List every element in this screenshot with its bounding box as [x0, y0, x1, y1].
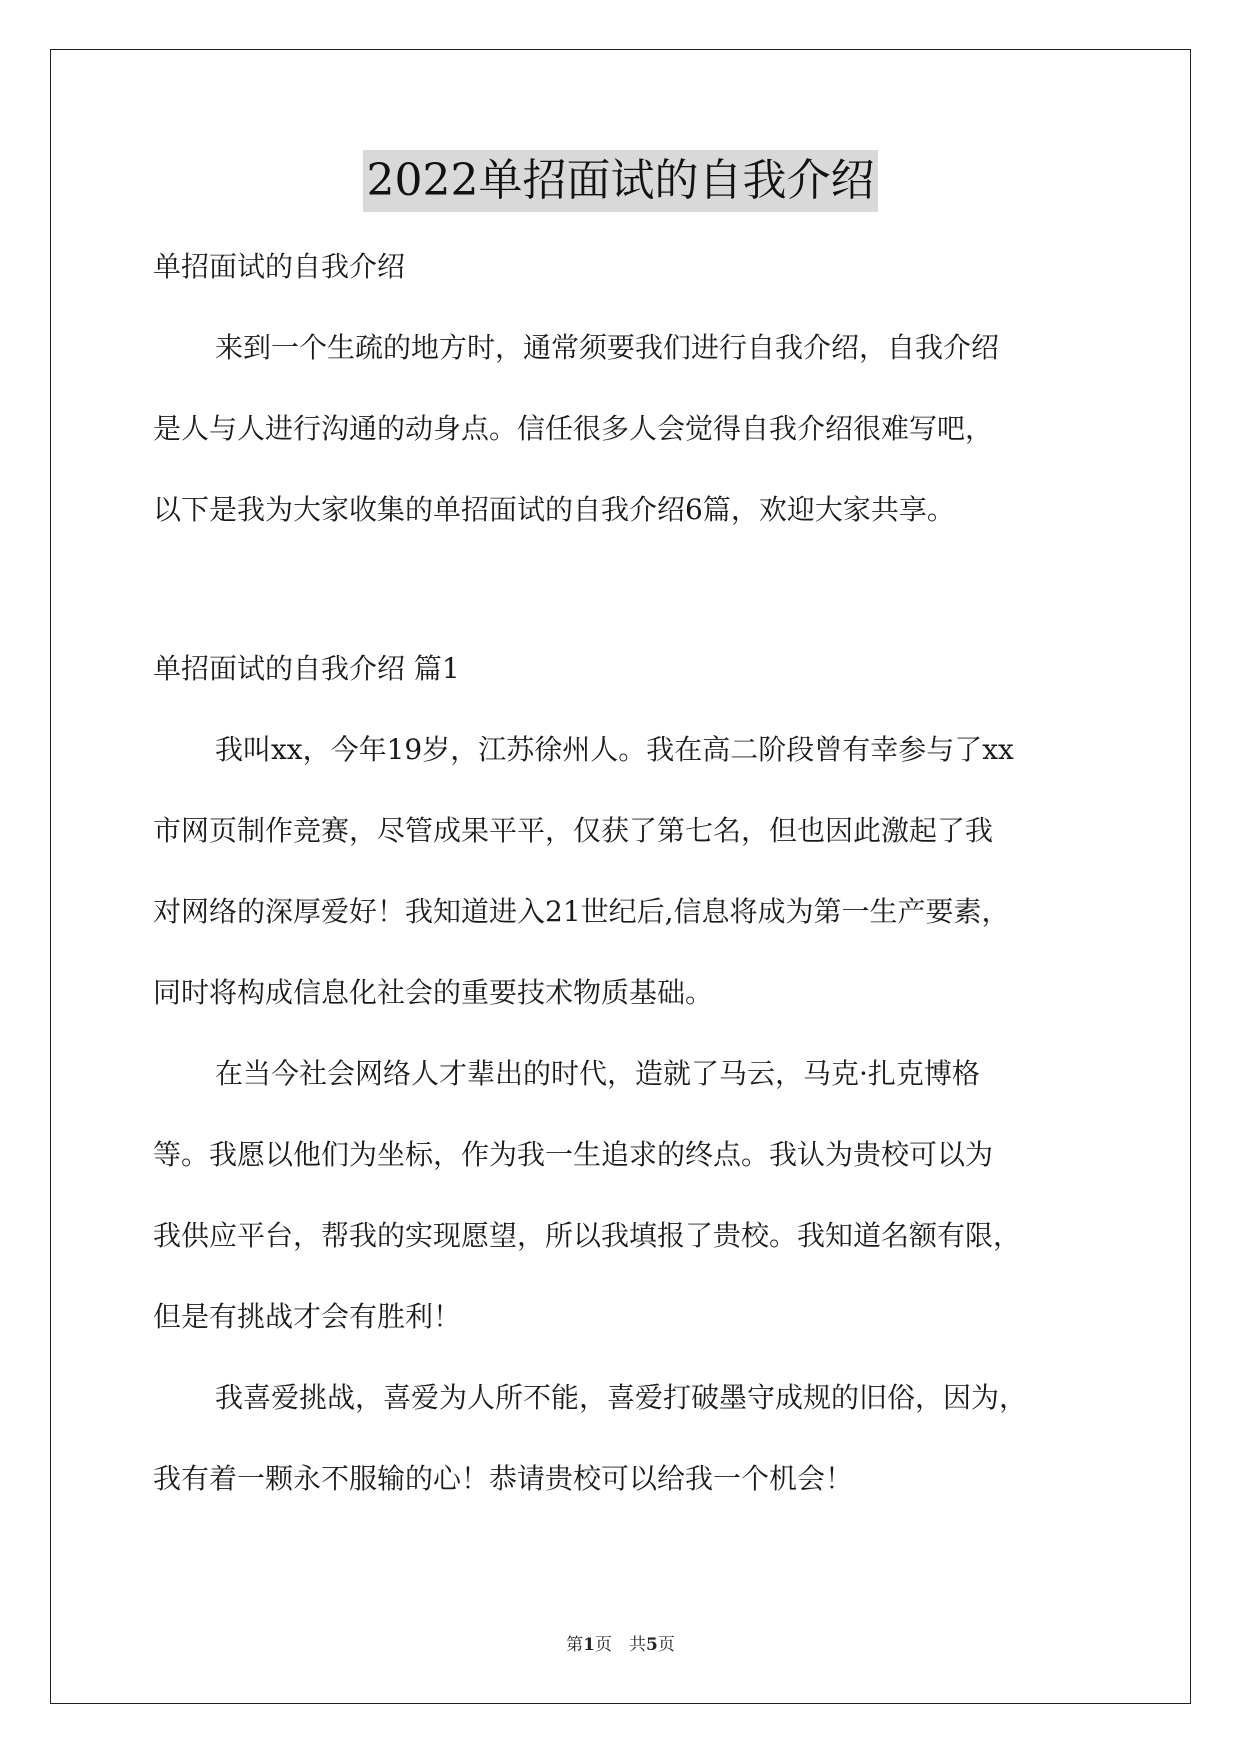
document-title: 2022单招面试的自我介绍 — [363, 150, 879, 212]
paragraph-line: 对网络的深厚爱好！我知道进入21世纪后,信息将成为第一生产要素， — [153, 895, 1010, 928]
paragraph-line: 我叫xx，今年19岁，江苏徐州人。我在高二阶段曾有幸参与了xx — [215, 733, 1014, 766]
paragraph-line: 我有着一颗永不服输的心！恭请贵校可以给我一个机会！ — [153, 1462, 854, 1495]
paragraph-line: 市网页制作竞赛，尽管成果平平，仅获了第七名，但也因此激起了我 — [153, 814, 994, 847]
paragraph-line: 在当今社会网络人才辈出的时代，造就了马云，马克·扎克博格 — [215, 1057, 980, 1090]
current-page-number: 1 — [583, 1635, 595, 1655]
section-heading: 单招面试的自我介绍 篇1 — [153, 652, 460, 685]
subtitle: 单招面试的自我介绍 — [153, 250, 406, 283]
paragraph-line: 但是有挑战才会有胜利！ — [153, 1300, 462, 1333]
intro-line: 来到一个生疏的地方时，通常须要我们进行自我介绍，自我介绍 — [215, 331, 1000, 364]
title-container — [0, 150, 1241, 212]
footer-suffix: 页 — [657, 1635, 675, 1655]
section-gap — [153, 560, 1093, 638]
page-footer — [0, 1630, 1241, 1655]
paragraph-line: 同时将构成信息化社会的重要技术物质基础。 — [153, 976, 714, 1009]
total-pages-number: 5 — [646, 1635, 658, 1655]
paragraph-line: 我供应平台，帮我的实现愿望，所以我填报了贵校。我知道名额有限， — [153, 1219, 1022, 1252]
document-body — [153, 236, 1093, 1529]
intro-line: 是人与人进行沟通的动身点。信任很多人会觉得自我介绍很难写吧， — [153, 412, 994, 445]
paragraph-line: 我喜爱挑战，喜爱为人所不能，喜爱打破墨守成规的旧俗，因为， — [215, 1381, 1028, 1414]
footer-prefix: 第 — [566, 1635, 584, 1655]
intro-line: 以下是我为大家收集的单招面试的自我介绍6篇，欢迎大家共享。 — [153, 493, 955, 526]
footer-middle: 页 共 — [595, 1635, 646, 1655]
paragraph-line: 等。我愿以他们为坐标，作为我一生追求的终点。我认为贵校可以为 — [153, 1138, 994, 1171]
